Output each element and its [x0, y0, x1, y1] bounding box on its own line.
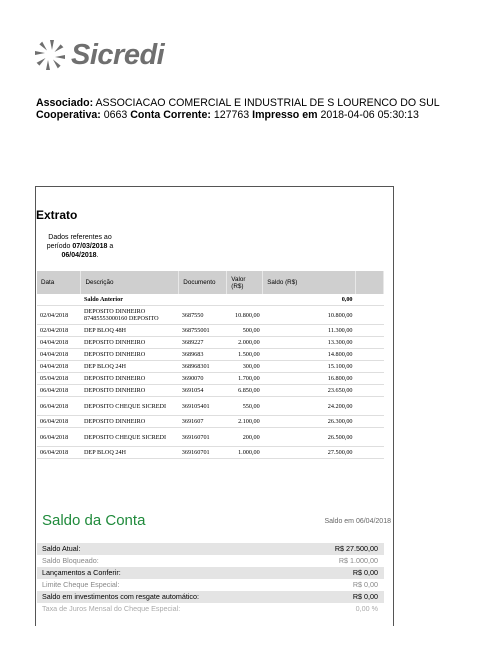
cell-saldo: 24.200,00 [263, 397, 356, 416]
saldo-bloqueado-label: Saldo Bloqueado: [42, 556, 99, 565]
investimentos-label: Saldo em investimentos com resgate automático: [42, 592, 200, 601]
cooperativa-label: Cooperativa: [36, 109, 101, 121]
cell-value: 1.700,00 [227, 373, 263, 385]
col-header-spacer [356, 271, 384, 294]
sicredi-logo [33, 38, 164, 72]
extrato-table [37, 271, 384, 459]
limite-cheque-row [37, 579, 384, 591]
table-row [37, 385, 384, 397]
cell-date: 06/04/2018 [37, 385, 81, 397]
conta-label: Conta Corrente: [130, 109, 211, 121]
cell-value: 550,00 [227, 397, 263, 416]
cell-description: DEPOSITO CHEQUE SICREDI [81, 428, 179, 447]
col-header-descricao: Descrição [81, 271, 179, 294]
limite-cheque-label: Limite Cheque Especial: [42, 580, 120, 589]
cell-saldo: 26.500,00 [263, 428, 356, 447]
cell-description: DEPOSITO DINHEIRO [81, 416, 179, 428]
saldo-atual-row [37, 543, 384, 555]
cell-document: 369160701 [179, 428, 227, 447]
period-line1: Dados referentes ao [48, 234, 112, 241]
cell-document: 3691607 [179, 416, 227, 428]
cell-description: DEPOSITO DINHEIRO [81, 349, 179, 361]
associado-value: ASSOCIACAO COMERCIAL E INDUSTRIAL DE S LOURENCO DO SUL [95, 97, 440, 109]
cell-document: 369105401 [179, 397, 227, 416]
table-row [37, 337, 384, 349]
cell-description: DEPOSITO DINHEIRO 874855530001​60 DEPOSITO [81, 306, 179, 325]
extrato-title: Extrato [36, 208, 78, 222]
cell-description: DEP BLOQ 24H [81, 447, 179, 459]
cell-date: 06/04/2018 [37, 416, 81, 428]
saldo-atual-label: Saldo Atual: [42, 544, 81, 553]
period-dot: . [96, 252, 99, 259]
table-row [37, 447, 384, 459]
lancamentos-label: Lançamentos a Conferir: [42, 568, 121, 577]
cell-value: 200,00 [227, 428, 263, 447]
cell-date: 06/04/2018 [37, 397, 81, 416]
cell-description: DEP BLOQ 48H [81, 325, 179, 337]
cell-value: 1.500,00 [227, 349, 263, 361]
table-row [37, 349, 384, 361]
cell-saldo: 16.800,00 [263, 373, 356, 385]
cell-description: DEPOSITO DINHEIRO [81, 337, 179, 349]
cell-description: DEP BLOQ 24H [81, 361, 179, 373]
taxa-juros-value: 0,00 % [355, 604, 378, 613]
saldo-anterior-value: 0,00 [263, 294, 356, 306]
saldo-bloqueado-row [37, 555, 384, 567]
limite-cheque-value: R$ 0,00 [352, 580, 378, 589]
cell-date: 02/04/2018 [37, 306, 81, 325]
cell-value: 1.000,00 [227, 447, 263, 459]
saldo-bloqueado-value: R$ 1.000,00 [338, 556, 378, 565]
col-header-saldo: Saldo (R$) [263, 271, 356, 294]
conta-value: 127763 [213, 109, 250, 121]
investimentos-value: R$ 0,00 [352, 592, 378, 601]
cell-value: 500,00 [227, 325, 263, 337]
period-text [44, 233, 116, 260]
cell-description: DEPOSITO DINHEIRO [81, 385, 179, 397]
associado-label: Associado: [36, 97, 94, 109]
period-suffix: a [109, 243, 114, 250]
cell-date: 04/04/2018 [37, 337, 81, 349]
period-end: 06/04/2018 [61, 252, 97, 259]
cell-date: 04/04/2018 [37, 349, 81, 361]
cell-value: 300,00 [227, 361, 263, 373]
saldo-anterior-row [37, 294, 384, 306]
table-row [37, 361, 384, 373]
account-line [36, 109, 419, 121]
cell-saldo: 26.300,00 [263, 416, 356, 428]
period-start: 07/03/2018 [72, 243, 108, 250]
taxa-juros-row [37, 603, 384, 615]
table-row [37, 397, 384, 416]
cell-description: DEPOSITO DINHEIRO [81, 373, 179, 385]
col-header-documento: Documento [179, 271, 227, 294]
cell-value: 2.000,00 [227, 337, 263, 349]
table-row [37, 325, 384, 337]
cell-saldo: 27.500,00 [263, 447, 356, 459]
cell-description: DEPOSITO CHEQUE SICREDI [81, 397, 179, 416]
table-row [37, 306, 384, 325]
cell-document: 3689227 [179, 337, 227, 349]
cell-date: 06/04/2018 [37, 428, 81, 447]
cell-document: 369160701 [179, 447, 227, 459]
cell-value: 6.850,00 [227, 385, 263, 397]
associado-line [36, 97, 440, 109]
table-header-row [37, 271, 384, 294]
cell-document: 3690070 [179, 373, 227, 385]
period-prefix: período [46, 243, 71, 250]
cell-saldo: 11.300,00 [263, 325, 356, 337]
lancamentos-value: R$ 0,00 [352, 568, 378, 577]
col-header-valor: Valor (R$) [227, 271, 263, 294]
table-row [37, 428, 384, 447]
cell-date: 04/04/2018 [37, 361, 81, 373]
saldo-title: Saldo da Conta [42, 512, 146, 529]
cell-date: 02/04/2018 [37, 325, 81, 337]
investimentos-row [37, 591, 384, 603]
sicredi-logo-icon [33, 38, 67, 72]
cell-value: 10.800,00 [227, 306, 263, 325]
cell-document: 3691054 [179, 385, 227, 397]
cell-saldo: 14.800,00 [263, 349, 356, 361]
cell-document: 368755001 [179, 325, 227, 337]
logo-wordmark: Sicredi [71, 38, 165, 71]
lancamentos-row [37, 567, 384, 579]
taxa-juros-label: Taxa de Juros Mensal do Cheque Especial: [42, 604, 181, 613]
cell-document: 3687550 [179, 306, 227, 325]
cell-saldo: 10.800,00 [263, 306, 356, 325]
impresso-value: 2018-04-06 05:30:13 [320, 109, 419, 121]
impresso-label: Impresso em [252, 109, 318, 121]
saldo-atual-value: R$ 27.500,00 [334, 544, 378, 553]
cell-saldo: 13.300,00 [263, 337, 356, 349]
cell-date: 06/04/2018 [37, 447, 81, 459]
cell-saldo: 23.650,00 [263, 385, 356, 397]
col-header-data: Data [37, 271, 81, 294]
cell-value: 2.100,00 [227, 416, 263, 428]
cell-date: 05/04/2018 [37, 373, 81, 385]
table-row [37, 373, 384, 385]
cell-document: 3689683 [179, 349, 227, 361]
saldo-anterior-label: Saldo Anterior [81, 294, 263, 306]
table-row [37, 416, 384, 428]
saldo-date: Saldo em 06/04/2018 [324, 518, 391, 525]
cell-saldo: 15.100,00 [263, 361, 356, 373]
cooperativa-value: 0663 [103, 109, 128, 121]
cell-document: 368968301 [179, 361, 227, 373]
